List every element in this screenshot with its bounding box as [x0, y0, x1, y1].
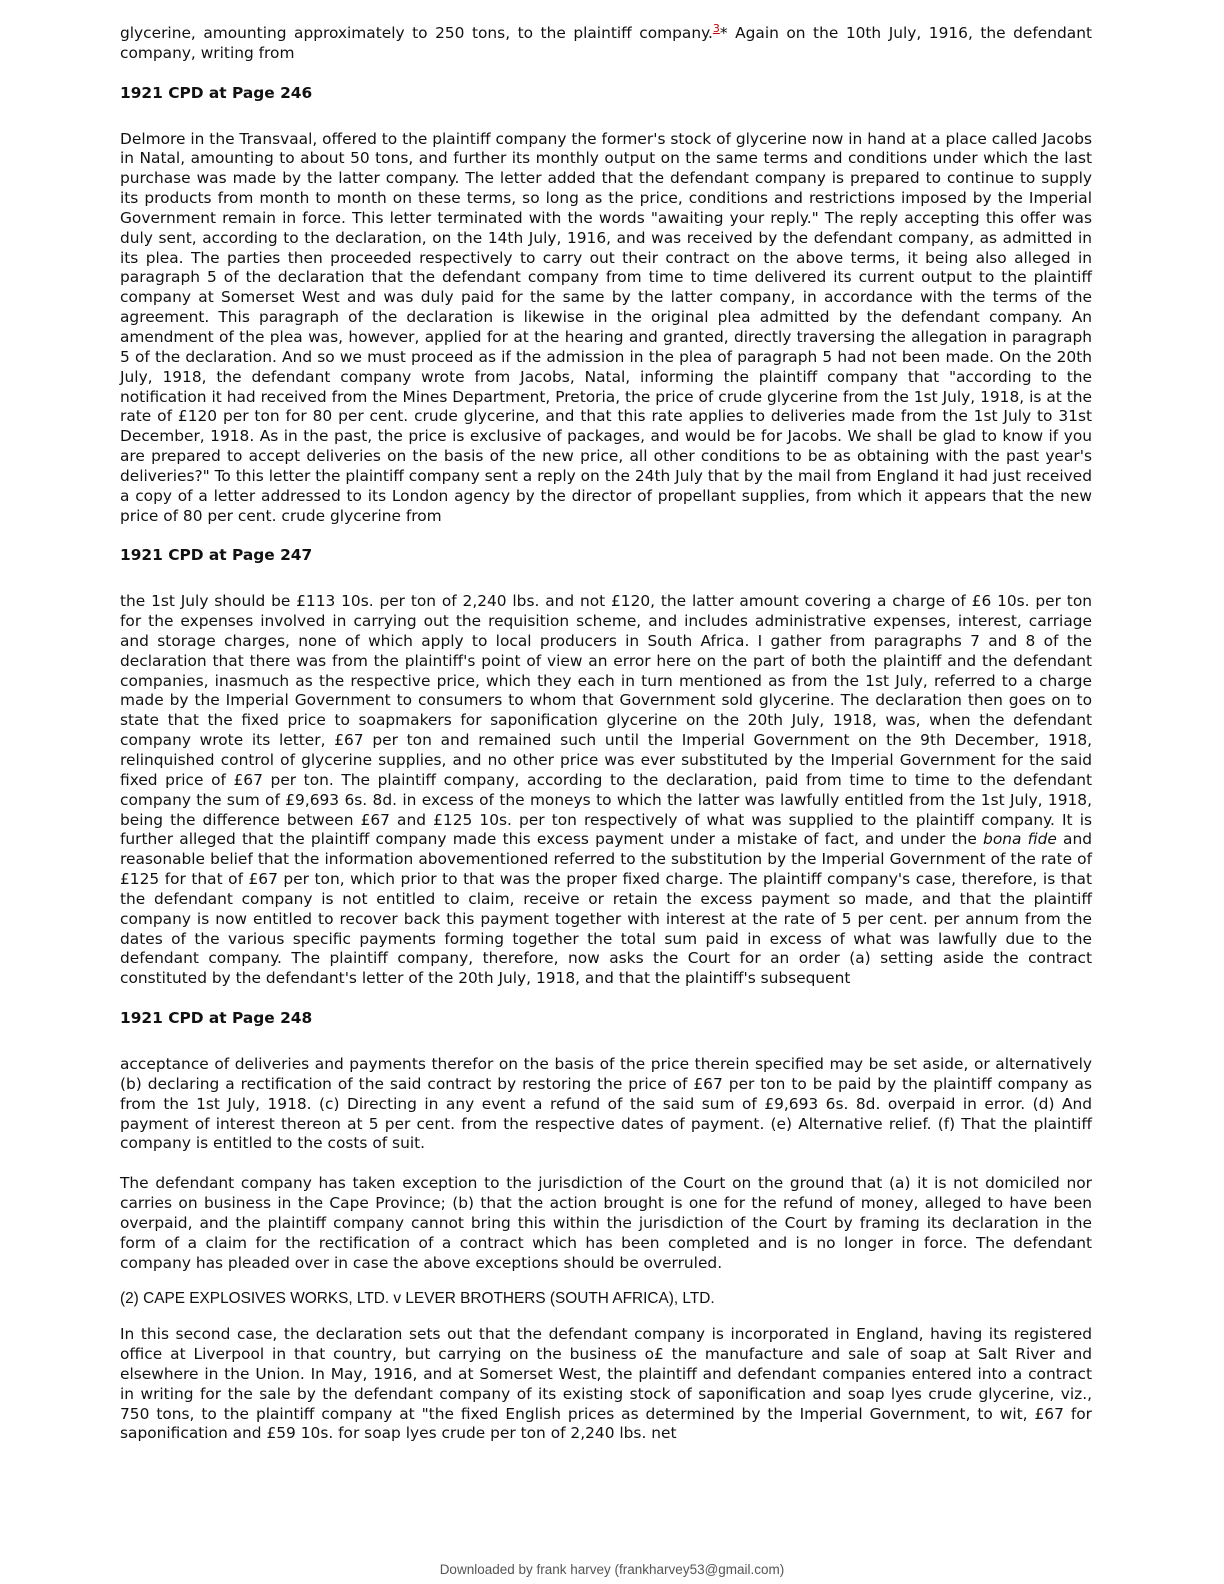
document-page	[120, 21, 1092, 1444]
case-title: (2) CAPE EXPLOSIVES WORKS, LTD. v LEVER BROTHERS (SOUTH AFRICA), LTD.	[120, 1290, 715, 1308]
footnote-link[interactable]: 3	[712, 21, 720, 35]
download-footer: Downloaded by frank harvey (frankharvey53@gmail.com)	[439, 1562, 785, 1577]
page-heading-248: 1921 CPD at Page 248	[120, 1009, 313, 1028]
paragraph-body: acceptance of deliveries and payments therefor on the basis of the price therein specified may be set aside, or alternatively (b) declaring a rectification of the said contract by restoring the price of £67 per ton to be paid by the plaintiff company as from the 1st July, 1918. (c) Directing in any event a refund of the said sum of £9,693 6s. 8d. overpaid in error. (d) And payment of interest thereon at 5 per cent. from the respective dates of payment. (e) Alternative relief. (f) That the plaintiff company is entitled to the costs of suit.	[120, 1054, 1092, 1153]
paragraph-body: The defendant company has taken exception to the jurisdiction of the Court on the ground that (a) it is not domiciled nor carries on business in the Cape Province; (b) that the action brought is one for the refund of money, alleged to have been overpaid, and the plaintiff company cannot bring this within the jurisdiction of the Court by framing its declaration in the form of a claim for the rectification of a contract which has been completed and is no longer in force. The defendant company has pleaded over in case the above exceptions should be overruled.	[120, 1174, 1092, 1272]
paragraph-body: Delmore in the Transvaal, offered to the plaintiff company the former's stock of glycerine now in hand at a place called Jacobs in Natal, amounting to about 50 tons, and further its monthly output on the same terms and conditions under which the last purchase was made by the latter company. The letter added that the defendant company is prepared to continue to supply its products from month to month on these terms, so long as the price, conditions and restrictions imposed by the Imperial Government remain in force. This letter terminated with the words "awaiting your reply." The reply accepting this offer was duly sent, according to the declaration, on the 14th July, 1916, and was received by the defendant company, as admitted in its plea. The parties then proceeded respectively to carry out their contract on the above terms, it being also alleged in paragraph 5 of the declaration that the defendant company from time to time delivered its current output to the plaintiff company at Somerset West and was duly paid for the same by the latter company, in accordance with the terms of the agreement. This paragraph of the declaration is likewise in the original plea admitted by the defendant company. An amendment of the plea was, however, applied for at the hearing and granted, directly traversing the allegation in paragraph 5 of the declaration. And so we must proceed as if the admission in the plea of paragraph 5 had not been made. On the 20th July, 1918, the defendant company wrote from Jacobs, Natal, informing the plaintiff company that "according to the notification it had received from the Mines Department, Pretoria, the price of crude glycerine from the 1st July, 1918, is at the rate of £120 per ton for 80 per cent. crude glycerine, and that this rate applies to deliveries made from the 1st July to 31st December, 1918. As in the past, the price is exclusive of packages, and would be for Jacobs. We shall be glad to know if you are prepared to accept deliveries on the basis of the new price, all other conditions to be as obtaining with the past year's deliveries?" To this letter the plaintiff company sent a reply on the 24th July that by the mail from England it had just received a copy of a letter addressed to its London agency by the director of propellant supplies, from which it appears that the new price of 80 per cent. crude glycerine from	[120, 129, 1092, 525]
paragraph-intro: glycerine, amounting approximately to 250 tons, to the plaintiff company.$^3$* Again on the 10th July, 1916, the defendant company, writing from	[120, 21, 1092, 62]
paragraph-body: In this second case, the declaration sets out that the defendant company is incorporated in England, having its registered office at Liverpool in that country, but carrying on the business o£ the manufacture and sale of soap at Salt River and elsewhere in the Union. In May, 1916, and at Somerset West, the plaintiff and defendant companies entered into a contract in writing for the sale by the defendant company of its existing stock of saponification and soap lyes crude glycerine, viz., 750 tons, to the plaintiff company at "the fixed English prices as determined by the Imperial Government, to wit, £67 for saponification and £59 10s. for soap lyes crude per ton of 2,240 lbs. net	[120, 1325, 1092, 1443]
page-heading-247: 1921 CPD at Page 247	[120, 546, 313, 565]
italic-term: bona fide	[983, 830, 1057, 849]
paragraph-body: the 1st July should be £113 10s. per ton of 2,240 lbs. and not £120, the latter amount covering a charge of £6 10s. per ton for the expenses involved in carrying out the requisition scheme, and includes administrative expenses, interest, carriage and storage charges, none of which apply to local producers in South Africa. I gather from paragraphs 7 and 8 of the declaration that there was from the plaintiff's point of view an error here on the part of both the plaintiff and the defendant companies, inasmuch as the respective price, which they each in turn mentioned as from the 1st July, referred to a charge made by the Imperial Government to consumers to whom that Government sold glycerine. The declaration then goes on to state that the fixed price to soapmakers for saponification glycerine on the 20th July, 1918, was, when the defendant company wrote its letter, £67 per ton and remained such until the Imperial Government on the 9th December, 1918, relinquished control of glycerine supplies, and no other price was ever substituted by the Imperial Government for the said fixed price of £67 per ton. The plaintiff company, according to the declaration, paid from time to time to the defendant company the sum of £9,693 6s. 8d. in excess of the moneys to which the latter was lawfully entitled from the 1st July, 1918, being the difference between £67 and £125 10s. per ton respectively of what was supplied to the plaintiff company. It is further alleged that the plaintiff company made this excess payment under a mistake of fact, and under the bona fide and reasonable belief that the information abovementioned referred to the substitution by the Imperial Government of the rate of £125 for that of £67 per ton, which prior to that was the proper fixed charge. The plaintiff company's case, therefore, is that the defendant company is not entitled to claim, receive or retain the excess payment so made, and that the plaintiff company is now entitled to recover back this payment together with interest at the rate of 5 per cent. per annum from the dates of the various specific payments forming together the total sum paid in excess of what was lawfully due to the defendant company. The plaintiff company, therefore, now asks the Court for an order (a) setting aside the contract constituted by the defendant's letter of the 20th July, 1918, and that the plaintiff's subsequent	[120, 592, 1092, 988]
page-heading-246: 1921 CPD at Page 246	[120, 83, 313, 102]
